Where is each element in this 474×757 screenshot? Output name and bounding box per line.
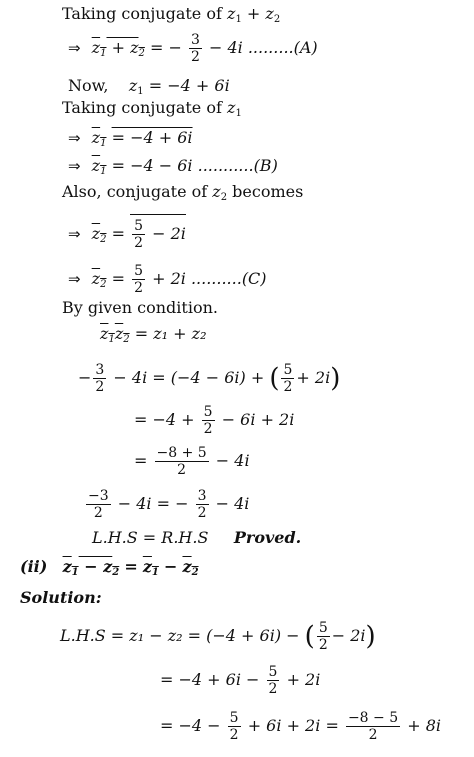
fraction: $\frac{5}{2}$ — [283, 362, 293, 395]
label-A: 4i .........(A) — [227, 38, 318, 57]
expr: − 4i = − — [117, 494, 189, 513]
fraction: $\frac{3}{2}$ — [190, 32, 200, 65]
expr: + 8i — [407, 716, 442, 735]
fraction: $\frac{5}{2}$ — [229, 710, 239, 743]
text: becomes — [232, 182, 304, 201]
fraction: $\frac{-8 - 5}{2}$ — [347, 710, 399, 743]
text-line — [20, 588, 102, 608]
expr: − 6i + 2i — [221, 410, 295, 429]
equation: ⇒ $z_1 = -4 + 6i$ — [68, 128, 193, 149]
implies-arrow: ⇒ — [68, 129, 81, 147]
text-line — [62, 298, 218, 318]
text: Taking conjugate of — [62, 98, 222, 117]
expr: = −4 − 6i ...........(B) — [111, 156, 278, 175]
fraction: $\frac{5}{2}$ — [134, 218, 143, 251]
fraction: $\frac{5}{2}$ — [318, 620, 328, 653]
equation-C: ⇒ $z_2$ = $\frac{5}{2}$ + 2i ..........(C) — [68, 263, 267, 296]
part-ii-heading: (ii) $z_1 - z_2 = z_1 - z_2$ — [20, 557, 199, 578]
equation — [160, 664, 320, 697]
equation-B: ⇒ $z_1 = -4 - 6i$ ...........(B) — [68, 156, 278, 177]
expr: − 2i — [152, 224, 186, 243]
implies-arrow: ⇒ — [68, 270, 81, 288]
expr: = −4 + 6i − — [160, 670, 260, 689]
implies-arrow: ⇒ — [68, 39, 81, 57]
equation: ⇒ $z_2$ = $\frac{5}{2}$ − 2i — [68, 214, 186, 251]
proved-label: Proved. — [233, 528, 302, 547]
expr: L.H.S = z₁ − z₂ = (−4 + 6i) − — [60, 626, 300, 645]
expr: + 2i ..........(C) — [152, 269, 267, 288]
equation — [160, 710, 441, 743]
text-line: Also, conjugate of $z_2$ becomes — [62, 182, 304, 203]
expr: = −4 + — [134, 410, 195, 429]
fraction: $\frac{3}{2}$ — [95, 362, 105, 395]
fraction: $\frac{5}{2}$ — [203, 404, 213, 437]
expr: + 2i — [296, 368, 331, 387]
solution-label: Solution: — [20, 588, 102, 607]
equation-A: ⇒ $z_1 + z_2$ = − $\frac{3}{2}$ − 4i .........(A) — [68, 32, 318, 65]
equals: = — [134, 451, 148, 470]
fraction: $\frac{3}{2}$ — [197, 488, 207, 521]
text: By given condition. — [62, 298, 218, 317]
text: Taking conjugate of — [62, 4, 222, 23]
expr: − 4i = (−4 − 6i) + — [113, 368, 265, 387]
text-line: Taking conjugate of $z_1$ — [62, 98, 242, 119]
expr: + 6i + 2i = — [247, 716, 339, 735]
part-label: (ii) — [20, 557, 48, 576]
implies-arrow: ⇒ — [68, 225, 81, 243]
fraction: $\frac{-8 + 5}{2}$ — [156, 445, 207, 478]
implies-arrow: ⇒ — [68, 157, 81, 175]
equation — [134, 404, 294, 437]
equation: $z_1z_2 = z_1 + z_2$ — [100, 324, 207, 345]
fraction: $\frac{-3}{2}$ — [88, 488, 109, 521]
equation — [134, 445, 250, 478]
expr: − 4i — [215, 494, 250, 513]
expr: = −4 + 6i — [148, 76, 230, 95]
expr: − 2i — [331, 626, 366, 645]
expr: L.H.S = R.H.S — [92, 528, 209, 547]
fraction: $\frac{5}{2}$ — [268, 664, 278, 697]
text: Now, — [68, 76, 109, 95]
equation: − $\frac{3}{2}$ − 4i = (−4 − 6i) + ( $\frac{5}{2}$ + 2i) — [78, 362, 341, 395]
expr: + 2i — [286, 670, 321, 689]
fraction: $\frac{5}{2}$ — [134, 263, 143, 296]
equation — [84, 488, 249, 521]
text-line — [92, 528, 301, 548]
expr: = −4 + 6i — [111, 128, 193, 147]
expr: = z₁ + z₂ — [134, 324, 207, 343]
text: Also, conjugate of — [62, 182, 208, 201]
expr: − 4i — [215, 451, 250, 470]
text-line: Now, $z_1 = -4 + 6i$ — [68, 76, 230, 97]
text-line: Taking conjugate of $z_1 + z_2$ — [62, 4, 281, 25]
expr: = −4 − — [160, 716, 221, 735]
equation: L.H.S = z₁ − z₂ = (−4 + 6i) − ( $\frac{5}{2}$ − 2i) — [60, 620, 376, 653]
